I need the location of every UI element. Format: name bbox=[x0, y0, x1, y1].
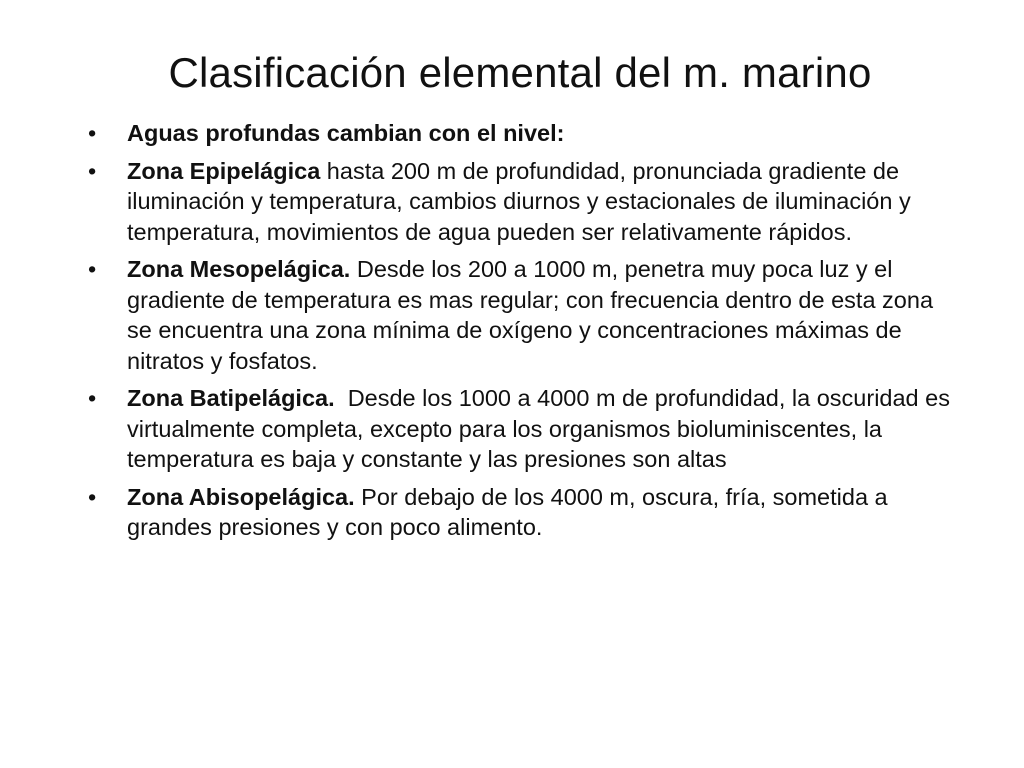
slide-title: Clasificación elemental del m. marino bbox=[168, 49, 872, 96]
bullet-item-abisopelagica bbox=[84, 482, 954, 543]
bullet-item-mesopelagica bbox=[84, 254, 954, 376]
bullet-marker: • bbox=[88, 483, 97, 510]
bullet-marker: • bbox=[88, 120, 97, 146]
bullet-list bbox=[84, 118, 957, 550]
bullet-heading: Zona Abisopelágica. bbox=[127, 483, 355, 510]
bullet-text: Por debajo de los 4000 m, oscura, fría, sometida a grandes presiones y con poco alimento. bbox=[127, 483, 888, 540]
bullet-item-batipelagica bbox=[84, 383, 957, 475]
bullet-marker: • bbox=[88, 157, 97, 184]
bullet-marker: • bbox=[88, 385, 97, 411]
bullet-text: Desde los 1000 a 4000 m de profundidad, la oscuridad es virtualmente completa, excepto para los organismos bioluminiscentes, la temperatura es baja y constante y las presiones son altas bbox=[127, 385, 957, 472]
bullet-text: hasta 200 m de profundidad, pronunciada gradiente de iluminación y temperatura, cambios diurnos y estacionales de iluminación y temperatura, movimientos de agua pueden ser relativamente rápidos. bbox=[127, 157, 911, 245]
bullet-heading: Aguas profundas cambian con el nivel: bbox=[127, 120, 565, 146]
bullet-item-aguas-profundas bbox=[84, 118, 954, 149]
bullet-heading: Zona Batipelágica. bbox=[127, 385, 335, 411]
bullet-heading: Zona Mesopelágica. bbox=[127, 256, 351, 282]
bullet-item-epipelagica bbox=[84, 156, 954, 248]
bullet-text: Desde los 200 a 1000 m, penetra muy poca luz y el gradiente de temperatura es mas regular; con frecuencia dentro de esta zona se encuentra una zona mínima de oxígeno y concentraciones máximas de nitratos y fosfatos. bbox=[127, 256, 934, 374]
bullet-heading: Zona Epipelágica bbox=[127, 157, 321, 184]
bullet-marker: • bbox=[88, 256, 97, 282]
